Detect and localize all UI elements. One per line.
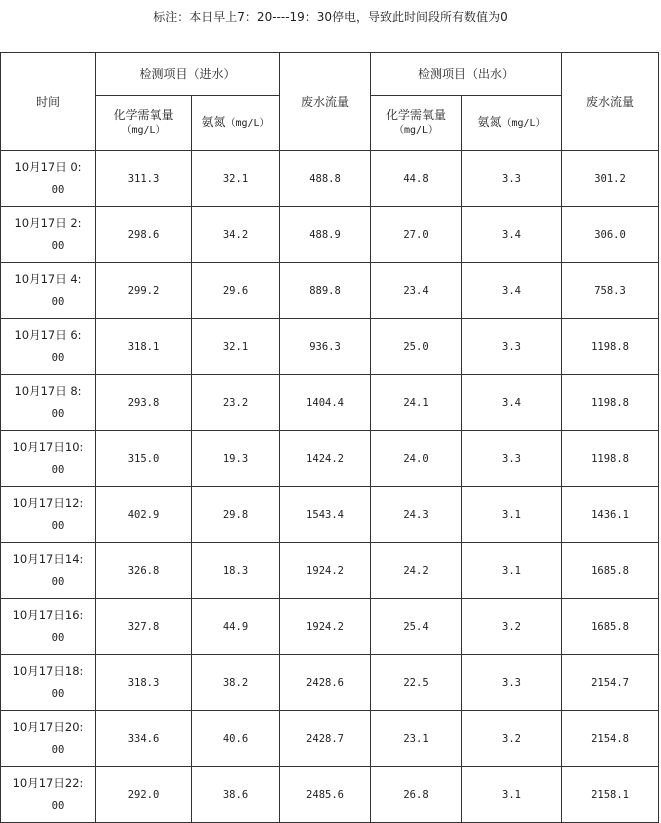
- time-date-part: 10月17日10:: [12, 439, 84, 454]
- outlet-cod-unit: （mg/L）: [393, 125, 439, 136]
- table-row: [1, 711, 659, 767]
- time-minute-part: 00: [51, 687, 65, 700]
- outlet-flow-cell: 1198.8: [562, 375, 659, 431]
- inlet-flow-cell: 889.8: [280, 263, 371, 319]
- time-minute-part: 00: [51, 743, 65, 756]
- outlet-flow-cell: 306.0: [562, 207, 659, 263]
- inlet-nh3-header: [192, 96, 280, 151]
- time-date-part: 10月17日18:: [12, 663, 84, 678]
- time-date-part: 10月17日 2:: [14, 215, 82, 230]
- inlet-cod-unit: （mg/L）: [121, 125, 166, 136]
- table-row: [1, 319, 659, 375]
- outlet-cod-cell: 44.8: [371, 151, 462, 207]
- outlet-nh3-cell: 3.2: [462, 599, 562, 655]
- outlet-flow-cell: 758.3: [562, 263, 659, 319]
- outlet-flow-cell: 1436.1: [562, 487, 659, 543]
- time-cell: [1, 655, 96, 711]
- water-quality-table: [0, 52, 659, 823]
- time-cell: [1, 487, 96, 543]
- outlet-flow-cell: 2158.1: [562, 767, 659, 823]
- inlet-nh3-cell: 38.6: [192, 767, 280, 823]
- outlet-nh3-cell: 3.3: [462, 319, 562, 375]
- inlet-flow-cell: 936.3: [280, 319, 371, 375]
- inlet-cod-header: [96, 96, 192, 151]
- inlet-flow-cell: 488.9: [280, 207, 371, 263]
- inlet-flow-cell: 1404.4: [280, 375, 371, 431]
- outlet-cod-name: 化学需氧量: [386, 108, 447, 122]
- inlet-nh3-cell: 19.3: [192, 431, 280, 487]
- inlet-cod-cell: 315.0: [96, 431, 192, 487]
- time-minute-part: 00: [51, 575, 65, 588]
- inlet-flow-cell: 1924.2: [280, 543, 371, 599]
- outlet-nh3-cell: 3.4: [462, 375, 562, 431]
- outlet-nh3-cell: 3.3: [462, 655, 562, 711]
- time-cell: [1, 375, 96, 431]
- time-cell: [1, 319, 96, 375]
- outlet-cod-cell: 25.0: [371, 319, 462, 375]
- time-cell: [1, 599, 96, 655]
- outlet-nh3-cell: 3.1: [462, 767, 562, 823]
- inlet-nh3-cell: 32.1: [192, 151, 280, 207]
- time-cell: [1, 431, 96, 487]
- time-minute-part: 00: [51, 295, 65, 308]
- outlet-nh3-cell: 3.3: [462, 151, 562, 207]
- outlet-cod-cell: 24.2: [371, 543, 462, 599]
- inlet-nh3-cell: 32.1: [192, 319, 280, 375]
- outlet-flow-cell: 2154.7: [562, 655, 659, 711]
- outlet-nh3-cell: 3.4: [462, 207, 562, 263]
- time-date-part: 10月17日 8:: [14, 383, 82, 398]
- table-row: [1, 487, 659, 543]
- outlet-nh3-name: 氨氮: [477, 115, 502, 129]
- outage-note: 标注：本日早上7：20----19：30停电，导致此时间段所有数值为0: [153, 10, 508, 24]
- outlet-nh3-cell: 3.2: [462, 711, 562, 767]
- time-minute-part: 00: [51, 463, 65, 476]
- outlet-flow-cell: 2154.8: [562, 711, 659, 767]
- inlet-cod-cell: 299.2: [96, 263, 192, 319]
- outlet-cod-cell: 24.3: [371, 487, 462, 543]
- inlet-cod-cell: 298.6: [96, 207, 192, 263]
- outlet-nh3-cell: 3.3: [462, 431, 562, 487]
- outlet-cod-cell: 24.1: [371, 375, 462, 431]
- time-cell: [1, 151, 96, 207]
- table-row: [1, 263, 659, 319]
- inlet-nh3-cell: 29.6: [192, 263, 280, 319]
- outlet-nh3-unit: （mg/L）: [501, 118, 546, 129]
- outlet-flow-cell: 1198.8: [562, 431, 659, 487]
- time-minute-part: 00: [51, 407, 65, 420]
- outlet-nh3-cell: 3.4: [462, 263, 562, 319]
- inlet-cod-name: 化学需氧量: [113, 108, 174, 122]
- outlet-cod-cell: 22.5: [371, 655, 462, 711]
- inlet-nh3-cell: 38.2: [192, 655, 280, 711]
- table-row: [1, 431, 659, 487]
- outlet-flow-cell: 301.2: [562, 151, 659, 207]
- table-row: [1, 375, 659, 431]
- header-row-top: [1, 53, 659, 96]
- time-date-part: 10月17日14:: [12, 551, 84, 566]
- inlet-nh3-name: 氨氮: [201, 115, 226, 129]
- inlet-nh3-cell: 23.2: [192, 375, 280, 431]
- time-minute-part: 00: [51, 631, 65, 644]
- time-date-part: 10月17日22:: [12, 775, 84, 790]
- inlet-cod-cell: 292.0: [96, 767, 192, 823]
- time-date-part: 10月17日20:: [12, 719, 84, 734]
- time-date-part: 10月17日 6:: [14, 327, 82, 342]
- time-date-part: 10月17日12:: [12, 495, 84, 510]
- table-row: [1, 655, 659, 711]
- time-cell: [1, 263, 96, 319]
- time-date-part: 10月17日16:: [12, 607, 84, 622]
- inlet-nh3-cell: 34.2: [192, 207, 280, 263]
- outlet-nh3-cell: 3.1: [462, 487, 562, 543]
- time-date-part: 10月17日 0:: [14, 159, 82, 174]
- inlet-nh3-cell: 29.8: [192, 487, 280, 543]
- outlet-cod-cell: 23.1: [371, 711, 462, 767]
- outlet-flow-header: 废水流量: [562, 53, 659, 151]
- time-cell: [1, 767, 96, 823]
- inlet-flow-cell: 1924.2: [280, 599, 371, 655]
- inlet-flow-cell: 2485.6: [280, 767, 371, 823]
- inlet-nh3-unit: （mg/L）: [225, 118, 270, 129]
- outlet-cod-header: [371, 96, 462, 151]
- inlet-nh3-cell: 40.6: [192, 711, 280, 767]
- outlet-nh3-header: [462, 96, 562, 151]
- inlet-flow-cell: 2428.7: [280, 711, 371, 767]
- time-cell: [1, 711, 96, 767]
- table-row: [1, 543, 659, 599]
- time-minute-part: 00: [51, 351, 65, 364]
- inlet-nh3-cell: 18.3: [192, 543, 280, 599]
- time-cell: [1, 207, 96, 263]
- inlet-cod-cell: 402.9: [96, 487, 192, 543]
- inlet-cod-cell: 326.8: [96, 543, 192, 599]
- table-row: [1, 151, 659, 207]
- outlet-flow-cell: 1685.8: [562, 543, 659, 599]
- inlet-flow-cell: 2428.6: [280, 655, 371, 711]
- table-row: [1, 599, 659, 655]
- time-minute-part: 00: [51, 183, 65, 196]
- outlet-cod-cell: 27.0: [371, 207, 462, 263]
- outlet-group-header: 检测项目（出水）: [371, 53, 562, 96]
- inlet-cod-cell: 293.8: [96, 375, 192, 431]
- inlet-nh3-cell: 44.9: [192, 599, 280, 655]
- inlet-cod-cell: 311.3: [96, 151, 192, 207]
- inlet-flow-cell: 488.8: [280, 151, 371, 207]
- time-header: 时间: [1, 53, 96, 151]
- outlet-cod-cell: 24.0: [371, 431, 462, 487]
- time-date-part: 10月17日 4:: [14, 271, 82, 286]
- inlet-flow-cell: 1543.4: [280, 487, 371, 543]
- time-cell: [1, 543, 96, 599]
- outlet-flow-cell: 1198.8: [562, 319, 659, 375]
- inlet-cod-cell: 334.6: [96, 711, 192, 767]
- outlet-cod-cell: 26.8: [371, 767, 462, 823]
- outlet-cod-cell: 25.4: [371, 599, 462, 655]
- time-minute-part: 00: [51, 519, 65, 532]
- time-minute-part: 00: [51, 239, 65, 252]
- inlet-cod-cell: 318.3: [96, 655, 192, 711]
- outlet-cod-cell: 23.4: [371, 263, 462, 319]
- outlet-nh3-cell: 3.1: [462, 543, 562, 599]
- table-row: [1, 767, 659, 823]
- inlet-cod-cell: 327.8: [96, 599, 192, 655]
- inlet-flow-cell: 1424.2: [280, 431, 371, 487]
- outlet-flow-cell: 1685.8: [562, 599, 659, 655]
- time-minute-part: 00: [51, 799, 65, 812]
- inlet-flow-header: 废水流量: [280, 53, 371, 151]
- table-row: [1, 207, 659, 263]
- inlet-group-header: 检测项目（进水）: [96, 53, 280, 96]
- inlet-cod-cell: 318.1: [96, 319, 192, 375]
